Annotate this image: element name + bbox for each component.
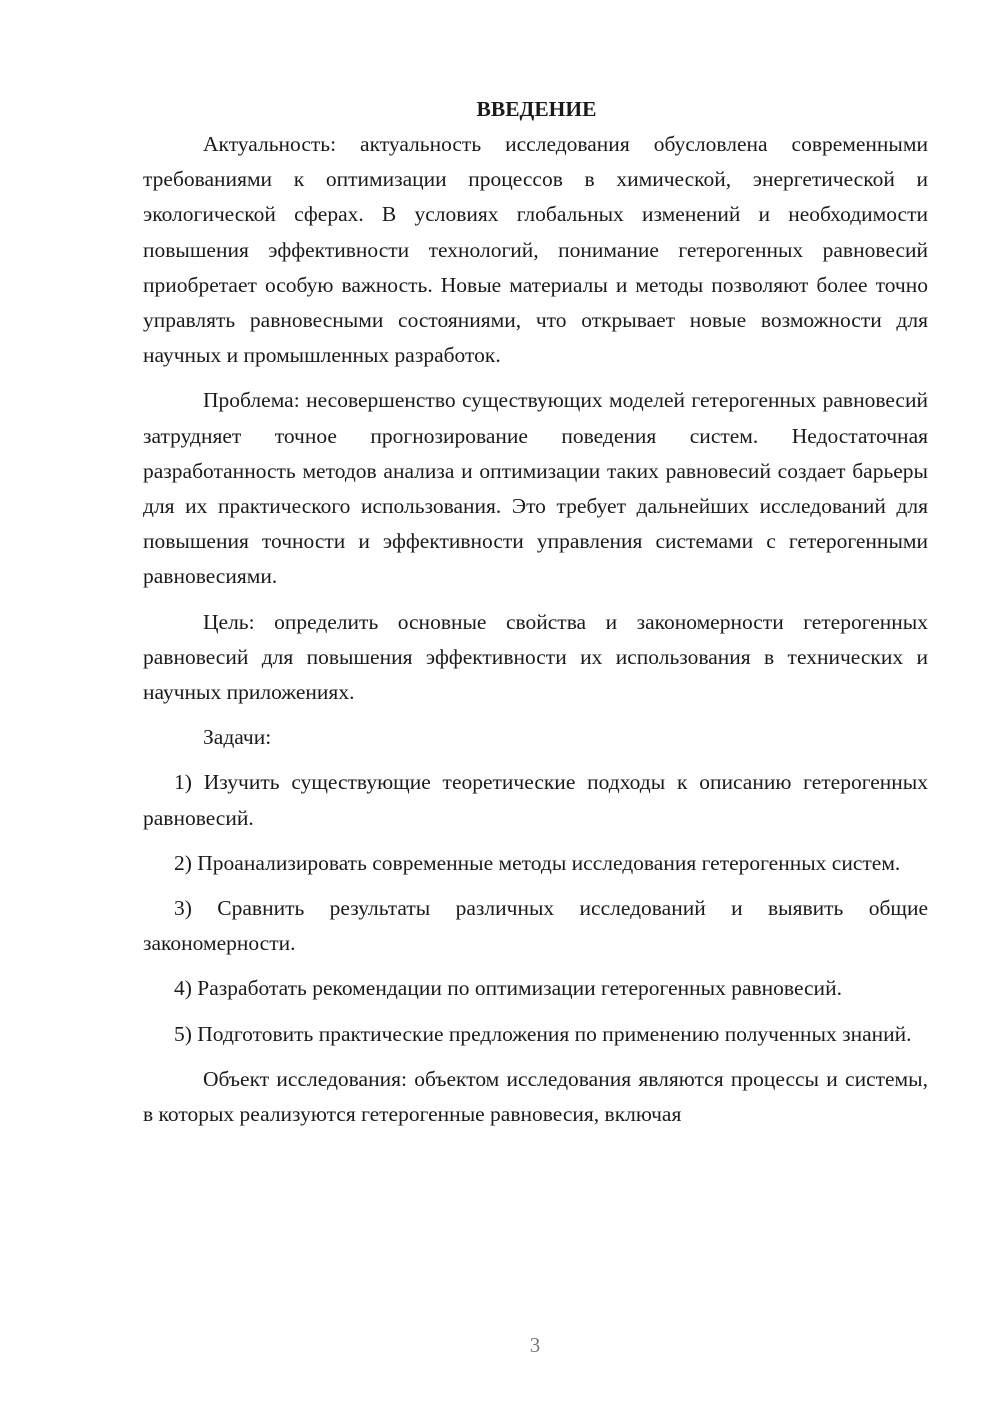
- task-item-4: 4) Разработать рекомендации по оптимизации гетерогенных равновесий.: [174, 976, 842, 1001]
- paragraph-goal: Цель: определить основные свойства и закономерности гетерогенных равновесий для повышения эффективности их использования в технических и научных приложениях.: [143, 609, 928, 705]
- page-title: ВВЕДЕНИЕ: [476, 97, 597, 121]
- tasks-label: Задачи:: [203, 725, 272, 750]
- page-number: 3: [529, 1333, 541, 1357]
- task-item-1: 1) Изучить существующие теоретические подходы к описанию гетерогенных равновесий.: [143, 770, 928, 830]
- task-item-2: 2) Проанализировать современные методы исследования гетерогенных систем.: [174, 850, 901, 875]
- paragraph-problem: Проблема: несовершенство существующих моделей гетерогенных равновесий затрудняет точное прогнозирование поведения систем. Недостаточная разработанность методов анализа и оптимизации таких равновесий создает барьеры для их практического использования. Это требует дальнейших исследований для повышения точности и эффективности управления системами с гетерогенными равновесиями.: [143, 388, 928, 589]
- paragraph-object: Объект исследования: объектом исследования являются процессы и системы, в которых реализуются гетерогенные равновесия, включая: [143, 1066, 928, 1127]
- document-page: [143, 92, 928, 1132]
- task-item-5: 5) Подготовить практические предложения по применению полученных знаний.: [174, 1021, 912, 1046]
- paragraph-relevance: Актуальность: актуальность исследования обусловлена современными требованиями к оптимизации процессов в химической, энергетической и экологической сферах. В условиях глобальных изменений и необходимости повышения эффективности технологий, понимание гетерогенных равновесий приобретает особую важность. Новые материалы и методы позволяют более точно управлять равновесными состояниями, что открывает новые возможности для научных и промышленных разработок.: [143, 132, 928, 368]
- task-item-3: 3) Сравнить результаты различных исследований и выявить общие закономерности.: [143, 896, 928, 956]
